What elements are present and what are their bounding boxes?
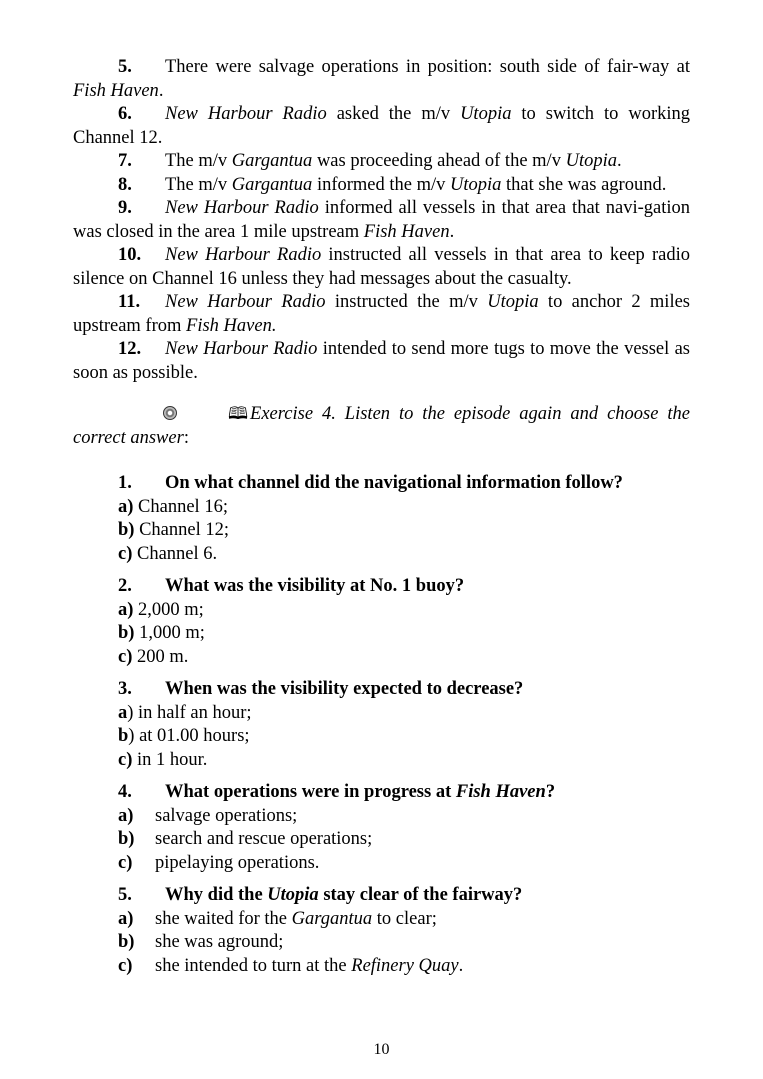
statement-number: 6. [118, 104, 132, 124]
option-letter: c) [118, 955, 133, 976]
text-run: salvage operations; [155, 805, 298, 826]
question-item [118, 781, 690, 875]
statement-item [73, 338, 690, 385]
statement-number: 10. [118, 245, 142, 265]
text-run: she waited for the [155, 908, 292, 929]
text-run: Channel 6. [132, 543, 218, 564]
text-run: in 1 hour. [132, 749, 208, 770]
text-run: was proceeding ahead of the m/v [312, 151, 566, 171]
statement-number: 12. [118, 339, 142, 359]
italic-text: Utopia [450, 174, 502, 195]
italic-text: Utopia [267, 885, 319, 905]
text-run: The m/v [165, 151, 232, 171]
italic-text: New Harbour Radio [165, 292, 326, 312]
text-run: intended to send more tugs to move the vessel as soon as possible. [73, 339, 690, 383]
text-run: to clear; [372, 908, 437, 929]
italic-text: New Harbour Radio [165, 245, 322, 265]
exercise-suffix: : [183, 427, 189, 448]
text-run: 200 m. [132, 646, 189, 667]
text-run: There were salvage operations in position: south side of fair-way at [165, 57, 690, 77]
italic-text: New Harbour Radio [165, 339, 318, 359]
text-run: asked the m/v [326, 104, 461, 124]
exercise-title: Exercise 4. Listen to the episode again and choose the correct answer [73, 404, 690, 448]
text-run: instructed all vessels in that area to keep radio silence on Channel 16 unless they had messages about the casualty. [73, 245, 690, 289]
answer-option [118, 543, 690, 567]
page-number: 10 [373, 1041, 390, 1058]
statements-list [73, 56, 690, 385]
book-icon: 🕮 [228, 404, 249, 423]
text-run: 1,000 m; [134, 623, 205, 643]
text-run: Why did the [165, 885, 268, 905]
statement-item [73, 291, 690, 338]
answer-option [118, 749, 690, 773]
statement-number: 8. [118, 174, 132, 195]
italic-text: Utopia [565, 151, 617, 171]
answer-option [118, 931, 690, 955]
option-letter: a) [118, 908, 134, 929]
italic-text: Fish Haven. [186, 315, 277, 336]
italic-text: Fish Haven [455, 782, 546, 802]
exercise-heading [73, 402, 690, 450]
statement-item [73, 174, 690, 198]
italic-text: Gargantua [231, 174, 313, 195]
text-run: pipelaying operations. [155, 852, 320, 873]
italic-text: Gargantua [231, 151, 313, 171]
option-letter: c) [118, 852, 133, 873]
statement-number: 5. [118, 57, 132, 77]
text-run: to anchor 2 miles upstream from [73, 292, 690, 336]
text-run: Channel 12; [134, 520, 229, 540]
answer-option [118, 908, 690, 932]
text-run: . [158, 80, 164, 101]
statement-item [73, 244, 690, 291]
answer-option [118, 702, 690, 726]
option-letter: a) [118, 599, 134, 620]
answer-option [118, 852, 690, 876]
option-letter: b) [118, 520, 135, 540]
text-run: informed the m/v [312, 174, 451, 195]
text-run: search and rescue operations; [155, 829, 373, 849]
question-number: 3. [118, 679, 132, 699]
option-letter: a) [118, 805, 134, 826]
question-number: 1. [118, 473, 132, 493]
option-letter: a) [118, 496, 134, 517]
option-letter: b [118, 726, 129, 746]
text-run: stay clear of the fairway? [318, 885, 523, 905]
text-run: The m/v [165, 174, 232, 195]
text-run: . [616, 151, 622, 171]
italic-text: Refinery Quay [351, 955, 459, 976]
text-run: On what channel did the navigational information follow? [165, 473, 623, 493]
text-run: 2,000 m; [133, 599, 204, 620]
option-letter: c) [118, 646, 133, 667]
text-run: to switch to working Channel 12. [73, 104, 690, 148]
text-run: What was the visibility at No. 1 buoy? [165, 576, 465, 596]
cd-icon [163, 406, 177, 420]
answer-option [118, 519, 690, 543]
italic-text: New Harbour Radio [165, 104, 327, 124]
answer-option [118, 646, 690, 670]
text-run: she was aground; [155, 932, 284, 952]
answer-option [118, 496, 690, 520]
text-run: . [458, 955, 464, 976]
answer-option [118, 599, 690, 623]
statement-item [73, 56, 690, 103]
text-run: ) at 01.00 hours; [128, 726, 250, 746]
text-run: Channel 16; [133, 496, 228, 517]
option-letter: b) [118, 623, 135, 643]
option-letter: b) [118, 932, 135, 952]
answer-option [118, 725, 690, 749]
italic-text: Utopia [460, 104, 512, 124]
question-title [118, 678, 690, 702]
statement-item [73, 197, 690, 244]
italic-text: Fish Haven [363, 221, 450, 242]
text-run: informed all vessels in that area that navi-gation was closed in the area 1 mile upstream [73, 198, 690, 242]
italic-text: Gargantua [291, 908, 373, 929]
question-item [118, 575, 690, 669]
text-run: ? [545, 782, 556, 802]
italic-text: Fish Haven [73, 80, 159, 101]
option-letter: c) [118, 543, 133, 564]
question-item [118, 472, 690, 566]
text-run: ) in half an hour; [127, 702, 252, 723]
option-letter: c) [118, 749, 133, 770]
option-letter: b) [118, 829, 135, 849]
question-number: 5. [118, 885, 132, 905]
option-letter: a [118, 702, 128, 723]
question-title [118, 472, 690, 496]
statement-number: 7. [118, 151, 132, 171]
text-run: . [449, 221, 455, 242]
page-content [73, 56, 690, 987]
answer-option [118, 805, 690, 829]
question-item [118, 678, 690, 772]
question-title [118, 884, 690, 908]
question-item [118, 884, 690, 978]
question-title [118, 781, 690, 805]
question-title [118, 575, 690, 599]
statement-number: 9. [118, 198, 132, 218]
answer-option [118, 622, 690, 646]
italic-text: New Harbour Radio [165, 198, 319, 218]
text-run: instructed the m/v [325, 292, 488, 312]
questions-list [73, 472, 690, 978]
statement-item [73, 150, 690, 174]
text-run: When was the visibility expected to decrease? [165, 679, 524, 699]
question-number: 2. [118, 576, 132, 596]
statement-number: 11. [118, 292, 141, 312]
statement-item [73, 103, 690, 150]
text-run: she intended to turn at the [155, 955, 352, 976]
answer-option [118, 955, 690, 979]
text-run: What operations were in progress at [165, 782, 456, 802]
text-run: that she was aground. [501, 174, 667, 195]
answer-option [118, 828, 690, 852]
italic-text: Utopia [487, 292, 539, 312]
question-number: 4. [118, 782, 132, 802]
